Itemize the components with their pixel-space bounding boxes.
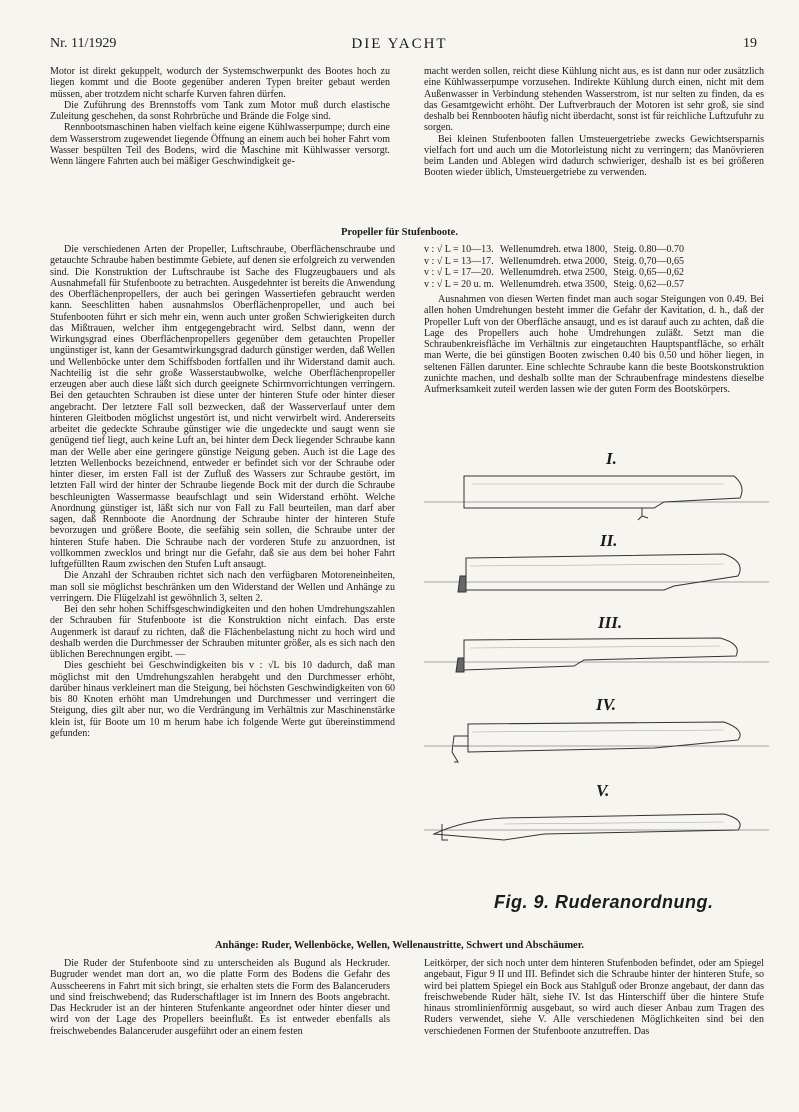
speed-table-cell: v : √ L = 10—13. (424, 244, 494, 255)
speed-table-cell: Wellenumdreh. etwa 3500, (499, 278, 608, 290)
paragraph: Bei den sehr hohen Schiffsgeschwindigkeiten und den hohen Umdrehungszahlen der Schrauben für Stufenboote ist die Konstruktion nicht einfach. Das erste Augenmerk ist darauf zu richten, daß die Flächenbelastung nicht zu hoch wird und deshalb werden die Durchmesser der Schrauben mitunter größer, als es sich nach den üblichen Berechnungen ergibt. — (50, 604, 395, 660)
journal-title: DIE YACHT (351, 36, 448, 52)
figure-label-II: II. (600, 531, 618, 550)
hull-IV (468, 722, 740, 752)
figure-label-V: V. (596, 781, 610, 800)
rudder-II (458, 576, 466, 592)
hull-III (464, 638, 737, 670)
section-title-propeller: Propeller für Stufenboote. (341, 227, 458, 238)
speed-table-cell: v : √ L = 17—20. (424, 267, 494, 278)
paragraph: Dies geschieht bei Geschwindigkeiten bis v : √L bis 10 dadurch, daß man möglichst mit den Umdrehungszahlen herabgeht und den Durchmesser erhöht, darüber hinaus verkleinert man die Steigung, bei höchsten Geschwindigkeiten von 60 bis 80 Knoten erhöht man Umdrehungen und Durchmesser und verringert die Steigung, dies gilt aber nur, wo die Verdrängung im Verhältnis zur Maschinenstärke klein ist, für Boote um 10 m herum habe ich folgende Werte gut übereinstimmend gefunden: (50, 660, 395, 739)
propeller-I (638, 508, 648, 520)
paragraph: Die Zuführung des Brennstoffs vom Tank zum Motor muß durch elastische Zuleitung geschehen, da sonst Rohrbrüche und Brände die Folge sind. (50, 99, 390, 122)
paragraph: Bei kleinen Stufenbooten fallen Umsteuergetriebe zwecks Gewichtsersparnis vielfach fort und auch um die Motorleistung nicht zu verringern; das Manövrieren beim Landen und Ablegen wird dadurch schwieriger, deshalb ist es bei größeren Booten wieder üblich, Umsteuergetriebe zu verwenden. (424, 133, 764, 179)
propeller-right-column (424, 294, 764, 395)
speed-table-cell: Steig. 0,65—0,62 (613, 267, 684, 278)
issue-number: Nr. 11/1929 (50, 36, 117, 51)
speed-table-row (424, 244, 690, 256)
figure-label-III: III. (598, 613, 623, 632)
paragraph: Ausnahmen von diesen Werten findet man auch sogar Steigungen von 0.49. Bei allen hohen Umdrehungen besteht immer die Gefahr der Kavitation, d. h., daß der Propeller Luft von der Oberfläche ansaugt, und es ist darauf auch zu achten, daß die Lage des Propellers auch hohe Umdrehungen zuläßt. Setzt man die Schraubenkreisfläche im Verhältnis zur eingetauchten Hauptspantfläche, so erhält man Werte, die bei günstigen Booten zwischen 0.40 bis 0.50 und höher liegen, in seltenen Fällen darunter. Eine schlechte Schraube kann die beste Bootskonstruktion zunichte machen, und deshalb sollte man der Schraubenfrage mindestens dieselbe Aufmerksamkeit zuteil werden lassen wie der guten Form des Bootskörpers. (424, 294, 764, 395)
figure-rudder-arrangement (424, 440, 769, 920)
figure-label-IV: IV. (596, 695, 617, 714)
paragraph: Die verschiedenen Arten der Propeller, Luftschraube, Oberflächenschraube und getauchte Schraube haben bestimmte Gebiete, auf denen sie erfolgreich zu verwenden sind. Die Konstruktion der Luftschraube ist Sache des Flugzeugbauers und als Ausnahmefall für Stufenboote zu betrachten. Ausgedehnter ist bereits die Anwendung des Oberflächenpropellers, der auch bei geringen Wassertiefen gebraucht werden kann. Seeschlitten haben ausnahmslos Oberflächenpropeller, und auch bei Stufenbooten führt er sich mehr ein, wenn auch unter großen Schwierigkeiten durch das Mißtrauen, welcher ihm entgegengebracht wird. Selbst dann, wenn der Wirkungsgrad eines Oberflächenpropellers gegenüber dem getauchten Propeller ungünstiger ist, kann der Gesamtwirkungsgrad dadurch günstiger werden, daß Wellen und Wellenböcke unter dem Schiffsboden fortfallen und ihr Widerstand damit auch. Nachteilig ist die sehr große Wasserstaubwolke, welche Oberflächenpropeller erzeugen aber auch diese läßt sich durch geeignete Schirmvorrichtungen verringern. Bei den getauchten Schrauben ist diese unter der hinteren Stufe oder hinter dieser angebracht. Der letztere Fall soll bezwecken, daß der Wasserverlauf unter dem hinteren Gleitboden möglichst ungestört ist, und nicht verwirbelt wird. Andererseits arbeitet die gedeckte Schraube günstiger wie die ungedeckte und saugt wenn sie genügend tief liegt, auch keine Luft an, bei hinter dem Deck liegender Schraube kann man der Welle aber eine geringere günstige Neigung geben. Auch ist die Lage des letzten Wellenbocks bezeichnend, entweder er befindet sich vor der Schraube oder hinter dieser, im ersten Fall ist der Zufluß des Wassers zur Schraube gestört, im letzten Fall wird der hinter der Schraube liegende Bock mit der durch die Schraube beschleunigten Wassermasse beaufschlagt und sein Widerstand erhöht. Welche Anordnung günstiger ist, läßt sich nur von Fall zu Fall beurteilen, man darf aber sagen, daß Rennboote die Anordnung der Schraube hinter der hinteren Stufe bevorzugen und größere Boote, die seefähig sein sollen, die Schraube unter der hinteren Stufe haben. Die Schraube nach der vorderen Stufe zu anzuordnen, ist vollkommen zwecklos und bringt nur die Gefahr, daß sie aus dem bei hoher Fahrt luftgefüllten Raum zwischen den Stufen Luft ansaugt. (50, 244, 395, 570)
speed-table-row (424, 256, 690, 268)
section-title-appendages: Anhänge: Ruder, Wellenböcke, Wellen, Wellenaustritte, Schwert und Abschäumer. (214, 940, 585, 951)
page-number: 19 (743, 36, 757, 51)
speed-table-row (424, 279, 690, 291)
speed-table-cell: Steig. 0.80—0.70 (613, 244, 684, 255)
appendages-left-column (50, 958, 390, 1037)
paragraph: Die Ruder der Stufenboote sind zu unterscheiden als Bugund als Heckruder. Bugruder wendet man dort an, wo die platte Form des Bodens die Gefahr des Ausscheerens in Fahrt mit sich bringt, sie erhalten stets die Form des Balanceruders und sind freischwebend; das Ruderschaftlager ist im Innern des Boots angebracht. Das Heckruder ist an der hinteren Stufenkante angeordnet oder hinter dieser und wird von der Lage des Propellers beeinflußt. Es ist entweder ebenfalls als freischwebendes Balanceruder ausgeführt oder an einem festen (50, 958, 390, 1037)
figure-caption: Fig. 9. Ruderanordnung. (494, 892, 714, 912)
paragraph: Motor ist direkt gekuppelt, wodurch der Systemschwerpunkt des Bootes hoch zu liegen kommt und die Boote gegenüber anderen Typen breiter gebaut werden müssen, aber trotzdem nicht scharfe Kurven fahren dürfen. (50, 66, 390, 100)
speed-table-cell: Steig. 0,70—0,65 (613, 255, 684, 267)
top-left-column (50, 66, 390, 167)
rudder-bracket-IV (452, 736, 468, 762)
speed-table-cell: v : √ L = 13—17. (424, 255, 494, 267)
speed-table-cell: Wellenumdreh. etwa 2000, (499, 255, 608, 267)
paragraph: macht werden sollen, reicht diese Kühlung nicht aus, es ist dann nur oder zusätzlich eine Kühlwasserpumpe vorzusehen. Indirekte Kühlung durch einen, nicht mit dem Außenwasser in Verbindung stehenden Wasserstrom, ist nur selten zu finden, da es das Gesamtgewicht erhöht. Der Luftverbrauch der Motoren ist sehr groß, sie sind deshalb bei Rennbooten häufig nicht überdacht, sonst ist für reichliche Luftzufuhr zu sorgen. (424, 66, 764, 134)
rudder-III (456, 658, 464, 672)
speed-table-cell: Wellenumdreh. etwa 1800, (499, 244, 608, 255)
hull-II (466, 554, 740, 590)
paragraph: Leitkörper, der sich noch unter dem hinteren Stufenboden befindet, oder am Spiegel angebaut, Figur 9 II und III. Befindet sich die Schraube hinter der hinteren Stufe, so wird bei plattem Spiegel ein Bock aus Stahlguß oder Bronze angebaut, der dann das freischwebende Ruder hält, siehe IV. Ist das Hinterschiff über die hintere Stufe hinaus stromlinienförmig ausgebaut, so wird auch dieser Anbau zum Tragen des Ruders verwendet, siehe V. Alle verschiedenen Möglichkeiten sind bei den verschiedenen Formen der Stufenboote anzutreffen. Das (424, 958, 764, 1037)
paragraph: Rennbootsmaschinen haben vielfach keine eigene Kühlwasserpumpe; durch eine dem Wasserstrom zugewendet liegende Öffnung an einem auch bei hoher Fahrt vom Wasser bespülten Teil des Bodens, wird die Maschine mit Kühlwasser versorgt. Wenn längere Fahrten auch bei mäßiger Geschwindigkeit ge- (50, 122, 390, 167)
speed-table-row (424, 267, 690, 279)
rudder-V (442, 824, 448, 840)
speed-table (424, 244, 690, 290)
speed-table-cell: Steig. 0,62—0.57 (613, 278, 684, 290)
top-right-column (424, 66, 764, 179)
speed-table-cell: v : √ L = 20 u. m. (424, 278, 494, 290)
figure-label-I: I. (606, 449, 617, 468)
hull-I (464, 476, 742, 508)
paragraph: Die Anzahl der Schrauben richtet sich nach den verfügbaren Motoreneinheiten, man soll sie möglichst beschränken um den Widerstand der Wellen und Anhänge zu verringern. Die Flügelzahl ist gewöhnlich 3, selten 2. (50, 570, 395, 604)
appendages-right-column (424, 958, 764, 1037)
hull-V (434, 814, 740, 840)
propeller-left-column (50, 244, 395, 739)
speed-table-cell: Wellenumdreh. etwa 2500, (499, 267, 608, 278)
